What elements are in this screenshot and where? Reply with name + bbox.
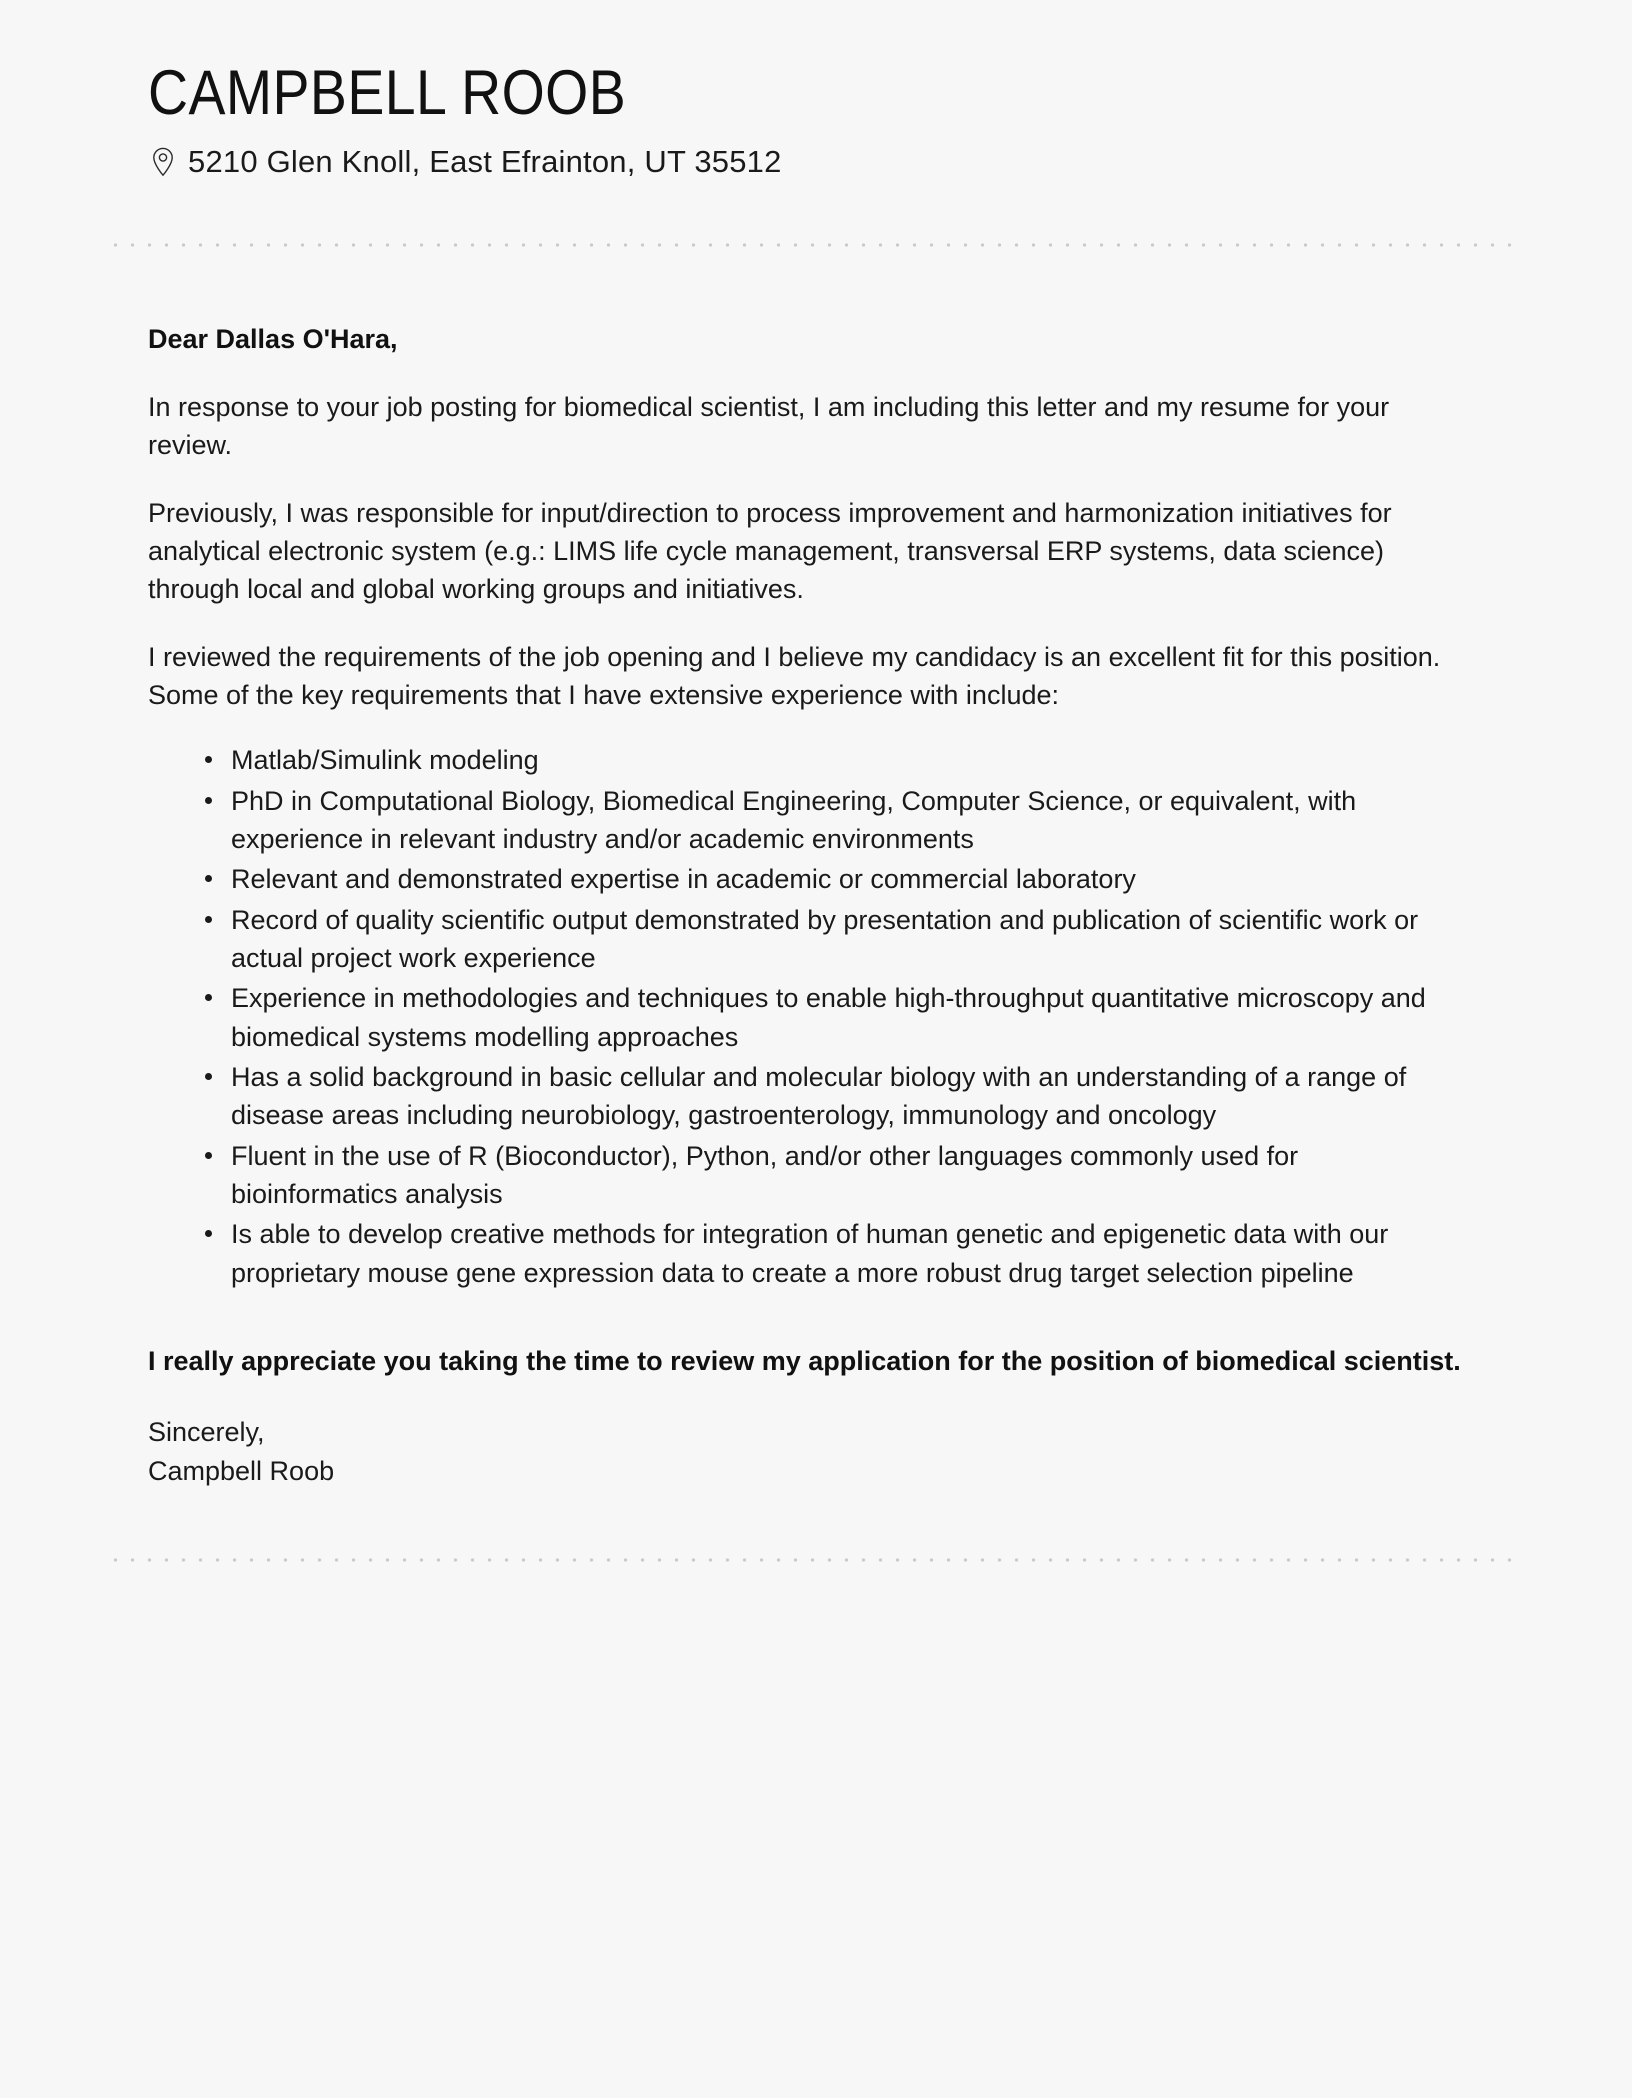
list-item: Has a solid background in basic cellular and molecular biology with an understanding of a range of disease areas including neurobiology, gastroenterology, immunology and oncology <box>201 1058 1468 1135</box>
list-item: Fluent in the use of R (Bioconductor), Python, and/or other languages commonly used for bioinformatics analysis <box>201 1137 1468 1214</box>
divider-bottom <box>107 1558 1525 1562</box>
list-item: Relevant and demonstrated expertise in academic or commercial laboratory <box>201 860 1468 898</box>
divider-top <box>107 243 1525 247</box>
address-text: 5210 Glen Knoll, East Efrainton, UT 35512 <box>188 143 782 179</box>
valediction: Sincerely, <box>148 1417 265 1448</box>
list-item: Record of quality scientific output demonstrated by presentation and publication of scientific work or actual project work experience <box>201 901 1468 978</box>
list-item: PhD in Computational Biology, Biomedical Engineering, Computer Science, or equivalent, with experience in relevant industry and/or academic environments <box>201 782 1468 859</box>
paragraph-experience: Previously, I was responsible for input/direction to process improvement and harmonization initiatives for analytical electronic system (e.g.: LIMS life cycle management, transversal ERP systems, data science) through local and global working groups and initiatives. <box>148 497 1392 605</box>
list-item: Is able to develop creative methods for integration of human genetic and epigenetic data with our proprietary mouse gene expression data to create a more robust drug target selection pipeline <box>201 1215 1468 1292</box>
bottom-spacer <box>148 1490 1468 1558</box>
closing-statement: I really appreciate you taking the time to review my application for the position of biomedical scientist. <box>148 1345 1461 1376</box>
letter-header <box>0 0 1632 180</box>
map-pin-icon <box>150 147 176 177</box>
signature-name: Campbell Roob <box>148 1455 335 1486</box>
letter-body <box>0 320 1632 1558</box>
list-item: Experience in methodologies and techniques to enable high-throughput quantitative microscopy and biomedical systems modelling approaches <box>201 979 1468 1056</box>
salutation: Dear Dallas O'Hara, <box>148 323 398 354</box>
paragraph-intro: In response to your job posting for biomedical scientist, I am including this letter and my resume for your review. <box>148 392 1390 461</box>
list-item: Matlab/Simulink modeling <box>201 741 1468 779</box>
contact-address-line <box>150 143 1632 180</box>
requirements-list <box>148 741 1468 1292</box>
paragraph-requirements-intro: I reviewed the requirements of the job opening and I believe my candidacy is an excellent fit for this position. Some of the key requirements that I have extensive experience with include: <box>148 641 1441 711</box>
signature-block <box>148 1413 1468 1490</box>
page-title: CAMPBELL ROOB <box>148 58 627 128</box>
